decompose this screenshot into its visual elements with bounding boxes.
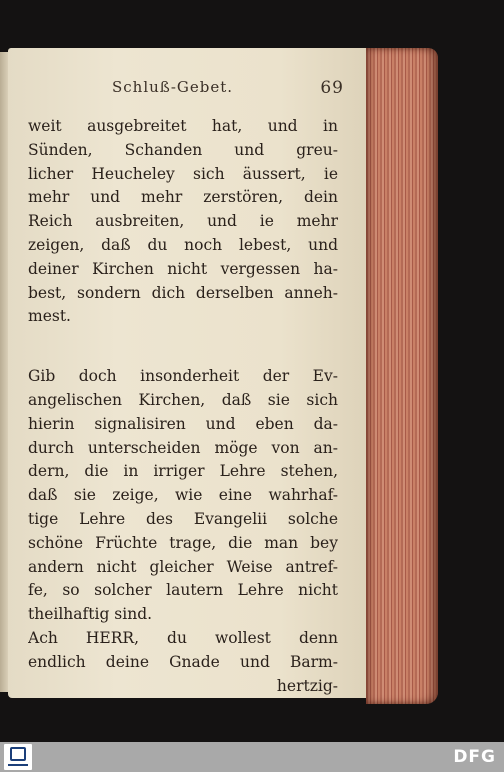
text-line: theilhaftig sind. — [28, 605, 153, 624]
text-line: deiner Kirchen nicht vergessen ha- — [28, 259, 338, 278]
text-line: Gib doch insonderheit der Ev- — [28, 367, 338, 386]
running-head-title: Schluß-Gebet. — [112, 78, 234, 96]
text-line: andern nicht gleicher Weise antref- — [28, 557, 338, 576]
text-line: weit ausgebreitet hat, und in — [28, 117, 338, 135]
text-line: Ach HERR, du wollest denn — [28, 628, 338, 647]
catchword: hertzig- — [276, 676, 338, 695]
text-line: hierin signalisiren und eben da- — [28, 414, 338, 433]
running-head — [104, 78, 344, 102]
text-line: licher Heucheley sich äussert, ie — [28, 164, 338, 183]
text-line: best, sondern dich derselben anneh- — [28, 283, 338, 302]
text-line: daß sie zeige, wie eine wahrhaf- — [28, 486, 338, 505]
text-line: Sünden, Schanden und greu- — [28, 140, 338, 159]
text-line: mehr und mehr zerstören, dein — [28, 188, 338, 207]
text-line: mest. — [28, 307, 71, 326]
text-line: tige Lehre des Evangelii solche — [28, 509, 338, 528]
text-line: schöne Früchte trage, die man bey — [28, 533, 338, 552]
text-line: Reich ausbreiten, und ie mehr — [28, 212, 338, 231]
text-line: dern, die in irriger Lehre stehen, — [28, 462, 338, 481]
text-line: endlich deine Gnade und Barm- — [28, 652, 338, 671]
text-line: zeigen, daß du noch lebest, und — [28, 235, 338, 254]
page-edges — [366, 48, 438, 704]
paragraph-gap — [28, 329, 338, 365]
page-number: 69 — [320, 78, 344, 98]
seal-bar — [8, 764, 28, 766]
text-line: angelischen Kirchen, daß sie sich — [28, 390, 338, 409]
text-block — [28, 115, 338, 695]
text-line: durch unterscheiden möge von an- — [28, 438, 338, 457]
library-seal-icon[interactable] — [4, 744, 32, 770]
dfg-logo[interactable]: DFG — [453, 747, 496, 767]
seal-frame — [10, 747, 26, 761]
viewer-footer-bar — [0, 742, 504, 772]
text-line: fe, so solcher lautern Lehre nicht — [28, 581, 338, 600]
